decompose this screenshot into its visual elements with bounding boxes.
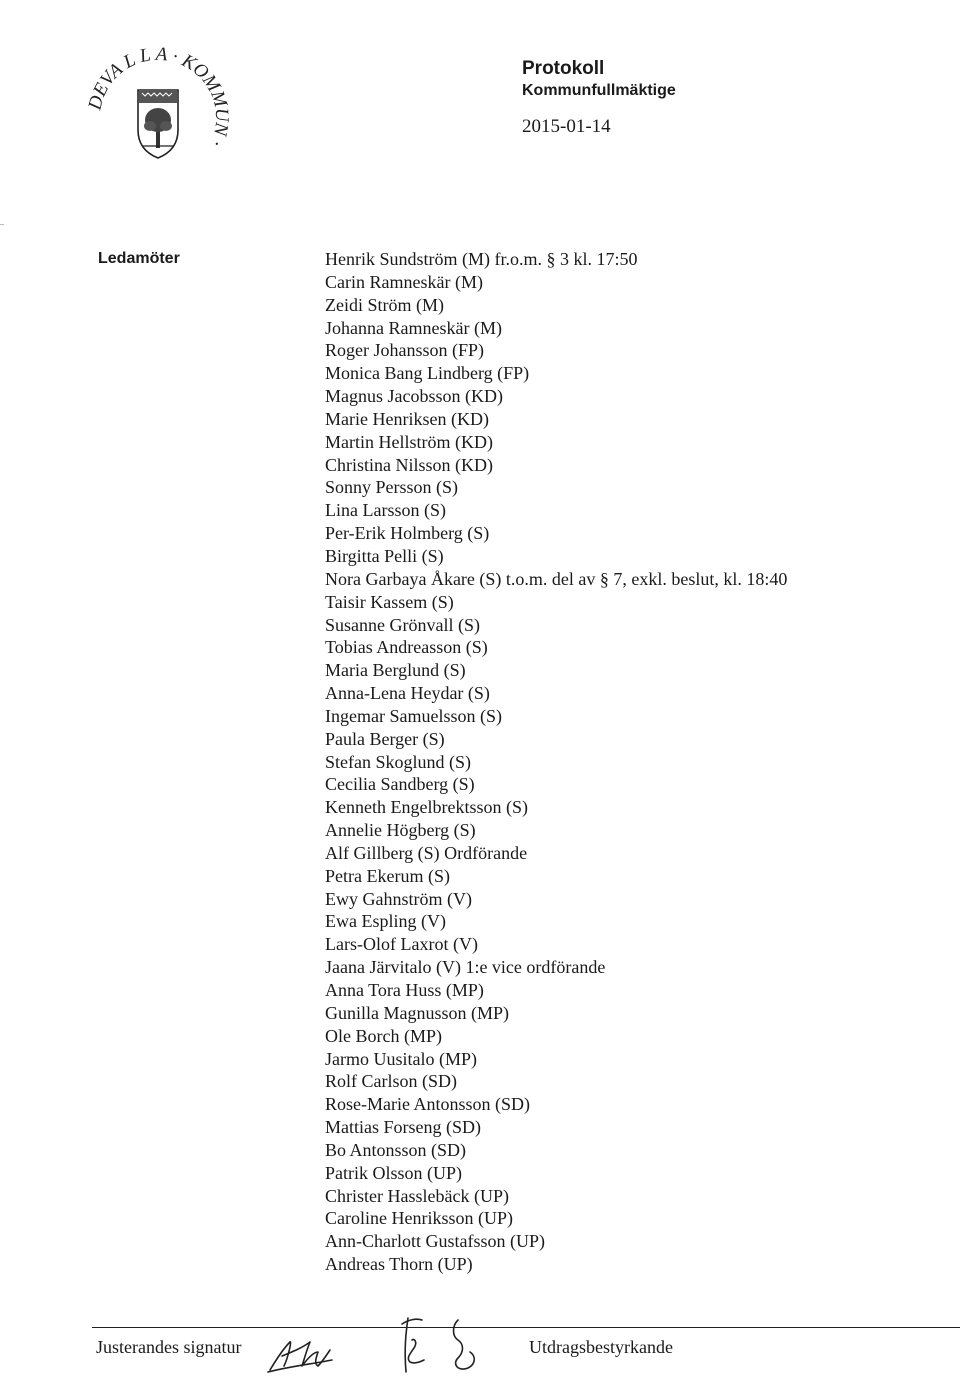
member-entry: Susanne Grönvall (S) — [325, 614, 480, 635]
member-entry: Monica Bang Lindberg (FP) — [325, 363, 530, 384]
member-entry: Ole Borch (MP) — [325, 1025, 442, 1046]
member-entry: Tobias Andreasson (S) — [325, 637, 488, 658]
member-entry: Rose-Marie Antonsson (SD) — [325, 1094, 530, 1115]
member-entry: Rolf Carlson (SD) — [325, 1071, 457, 1092]
municipal-seal-icon — [78, 38, 238, 198]
meeting-date: 2015-01-14 — [522, 116, 611, 137]
member-entry: Ewy Gahnström (V) — [325, 888, 472, 909]
document-title: Protokoll — [522, 58, 605, 79]
member-entry: Lina Larsson (S) — [325, 500, 446, 521]
extract-certification-label: Utdragsbestyrkande — [529, 1337, 673, 1357]
svg-text:DEVA L L A · KOMMUN ·: DEVA L L A · KOMMUN · — [84, 43, 233, 150]
member-entry: Ann-Charlott Gustafsson (UP) — [325, 1231, 545, 1252]
member-entry: Annelie Högberg (S) — [325, 820, 476, 841]
member-entry: Kenneth Engelbrektsson (S) — [325, 797, 528, 818]
member-entry: Cecilia Sandberg (S) — [325, 774, 475, 795]
document-subtitle: Kommunfullmäktige — [522, 82, 676, 99]
member-entry: Christer Hasslebäck (UP) — [325, 1185, 509, 1206]
member-entry: Alf Gillberg (S) Ordförande — [325, 842, 528, 863]
member-entry: Anna-Lena Heydar (S) — [325, 683, 490, 704]
member-entry: Carin Ramneskär (M) — [325, 271, 483, 292]
member-entry: Jarmo Uusitalo (MP) — [325, 1048, 477, 1069]
member-entry: Henrik Sundström (M) fr.o.m. § 3 kl. 17:50 — [325, 249, 638, 269]
member-entry: Johanna Ramneskär (M) — [325, 317, 502, 338]
member-entry: Per-Erik Holmberg (S) — [325, 523, 490, 544]
member-entry: Marie Henriksen (KD) — [325, 408, 489, 429]
member-entry: Taisir Kassem (S) — [325, 591, 454, 612]
member-entry: Patrik Olsson (UP) — [325, 1162, 463, 1183]
member-entry: Caroline Henriksson (UP) — [325, 1208, 513, 1229]
member-entry: Jaana Järvitalo (V) 1:e vice ordförande — [325, 957, 606, 978]
member-entry: Christina Nilsson (KD) — [325, 454, 493, 475]
member-entry: Bo Antonsson (SD) — [325, 1139, 467, 1160]
member-entry: Zeidi Ström (M) — [325, 294, 444, 315]
member-entry: Nora Garbaya Åkare (S) t.o.m. del av § 7, exkl. beslut, kl. 18:40 — [325, 568, 788, 589]
member-entry: Mattias Forseng (SD) — [325, 1117, 481, 1138]
member-entry: Ingemar Samuelsson (S) — [325, 705, 502, 726]
members-list — [325, 248, 787, 1276]
handwritten-signatures-icon — [262, 1312, 532, 1377]
member-entry: Roger Johansson (FP) — [325, 340, 485, 361]
member-entry: Paula Berger (S) — [325, 728, 445, 749]
member-entry: Stefan Skoglund (S) — [325, 751, 471, 772]
member-entry: Birgitta Pelli (S) — [325, 545, 444, 566]
member-entry: Andreas Thorn (UP) — [325, 1254, 473, 1275]
member-entry: Magnus Jacobsson (KD) — [325, 386, 503, 407]
member-entry: Anna Tora Huss (MP) — [325, 980, 484, 1000]
member-entry: Ewa Espling (V) — [325, 911, 446, 932]
scan-mark — [0, 224, 4, 225]
member-entry: Petra Ekerum (S) — [325, 865, 450, 886]
member-entry: Martin Hellström (KD) — [325, 431, 493, 452]
member-entry: Gunilla Magnusson (MP) — [325, 1002, 509, 1023]
member-entry: Lars-Olof Laxrot (V) — [325, 934, 478, 955]
member-entry: Sonny Persson (S) — [325, 477, 459, 498]
signature-label: Justerandes signatur — [96, 1337, 242, 1357]
document-header — [522, 58, 676, 138]
member-entry: Maria Berglund (S) — [325, 660, 466, 681]
section-label-members: Ledamöter — [98, 250, 180, 267]
